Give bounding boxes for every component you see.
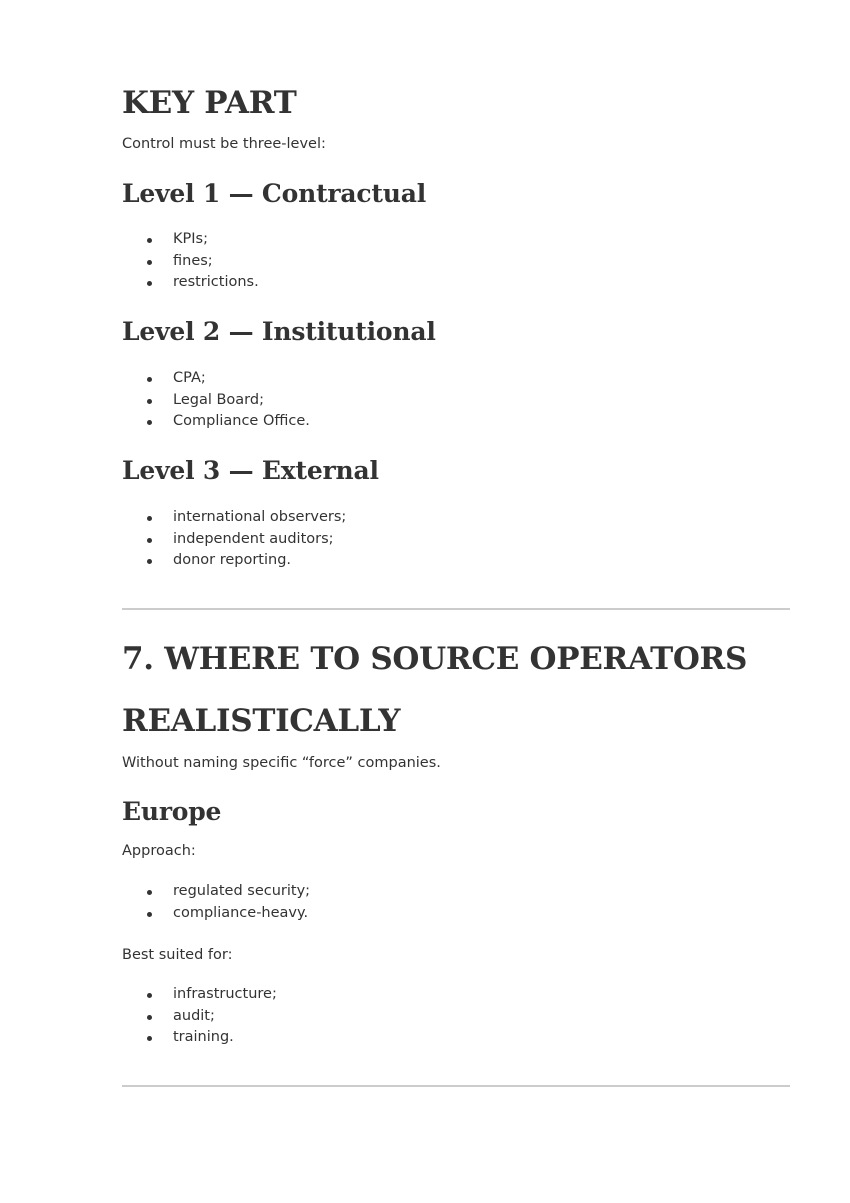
list-item bbox=[122, 251, 259, 273]
europe-heading: Europe bbox=[122, 797, 222, 826]
bullet-icon bbox=[147, 420, 152, 425]
list-item-text: regulated security; bbox=[173, 883, 311, 899]
key-part-title: KEY PART bbox=[122, 85, 297, 121]
section-7-title-line-1: 7. WHERE TO SOURCE OPERATORS bbox=[122, 641, 748, 677]
list-item bbox=[122, 881, 310, 903]
section-divider bbox=[122, 1085, 790, 1087]
bullet-icon bbox=[147, 993, 152, 998]
bullet-icon bbox=[147, 377, 152, 382]
europe-approach-list bbox=[122, 881, 310, 924]
list-item-text: Legal Board; bbox=[173, 391, 264, 408]
level-3-heading: Level 3 — External bbox=[122, 456, 379, 485]
list-item-text: donor reporting. bbox=[173, 552, 292, 568]
list-item bbox=[122, 550, 346, 572]
bullet-icon bbox=[147, 238, 152, 243]
list-item bbox=[122, 368, 310, 390]
list-item-text: training. bbox=[173, 1029, 234, 1045]
level-3-list bbox=[122, 507, 346, 572]
section-7-title-line-2: REALISTICALLY bbox=[122, 703, 401, 739]
list-item bbox=[122, 529, 346, 551]
list-item-text: fines; bbox=[173, 252, 213, 269]
level-1-list bbox=[122, 229, 259, 294]
section-divider bbox=[122, 608, 790, 610]
bullet-icon bbox=[147, 1015, 152, 1020]
list-item-text: audit; bbox=[173, 1007, 215, 1024]
bullet-icon bbox=[147, 538, 152, 543]
bullet-icon bbox=[147, 559, 152, 564]
list-item-text: KPIs; bbox=[173, 231, 208, 247]
list-item bbox=[122, 1027, 277, 1049]
list-item bbox=[122, 903, 310, 925]
list-item bbox=[122, 507, 346, 529]
level-2-list bbox=[122, 368, 310, 433]
level-1-heading: Level 1 — Contractual bbox=[122, 179, 427, 208]
europe-approach-label: Approach: bbox=[122, 843, 196, 859]
level-2-heading: Level 2 — Institutional bbox=[122, 317, 436, 346]
list-item-text: compliance-heavy. bbox=[173, 904, 309, 921]
list-item bbox=[122, 1006, 277, 1028]
list-item-text: restrictions. bbox=[173, 274, 259, 290]
bullet-icon bbox=[147, 890, 152, 895]
bullet-icon bbox=[147, 281, 152, 286]
bullet-icon bbox=[147, 260, 152, 265]
bullet-icon bbox=[147, 399, 152, 404]
bullet-icon bbox=[147, 912, 152, 917]
key-part-intro: Control must be three-level: bbox=[122, 136, 326, 152]
list-item bbox=[122, 984, 277, 1006]
list-item bbox=[122, 229, 259, 251]
europe-best-label: Best suited for: bbox=[122, 947, 233, 963]
section-7-intro: Without naming specific “force” companies. bbox=[122, 755, 441, 771]
list-item bbox=[122, 411, 310, 433]
bullet-icon bbox=[147, 1036, 152, 1041]
bullet-icon bbox=[147, 516, 152, 521]
list-item bbox=[122, 390, 310, 412]
list-item bbox=[122, 272, 259, 294]
europe-best-list bbox=[122, 984, 277, 1049]
list-item-text: international observers; bbox=[173, 509, 347, 525]
list-item-text: Compliance Office. bbox=[173, 413, 310, 429]
list-item-text: CPA; bbox=[173, 370, 206, 386]
list-item-text: infrastructure; bbox=[173, 986, 277, 1002]
list-item-text: independent auditors; bbox=[173, 530, 334, 547]
